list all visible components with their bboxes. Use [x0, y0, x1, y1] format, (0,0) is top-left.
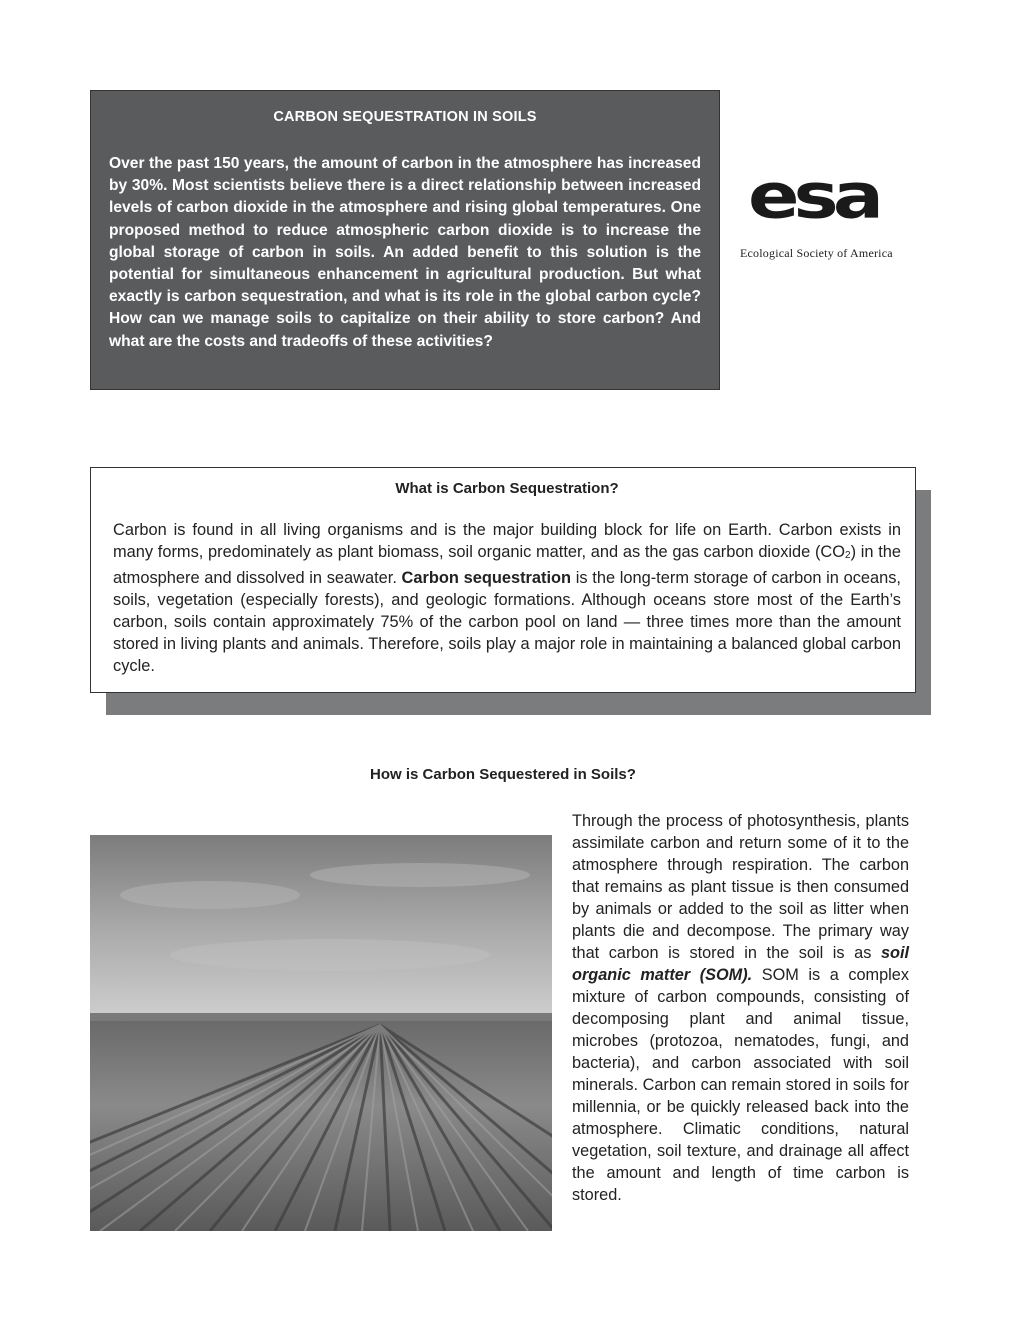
crop-field-photo: [90, 835, 552, 1231]
intro-box: [90, 90, 720, 390]
what-is-text-2: ) in the atmosphere and dissolved in seawater.: [113, 543, 901, 587]
crop-field-image: [90, 835, 552, 1231]
what-is-text-3: is the long-term storage of carbon in oceans, soils, vegetation (especially forests), and geologic formations. Although oceans store most of the Earth’s carbon, soils contain approximately 75% of the carbon pool on land — three times more than the amount stored in living plants and animals. Therefore, soils play a major role in maintaining a balanced global carbon cycle.: [113, 569, 901, 675]
co2-subscript: 2: [845, 550, 851, 561]
how-is-title: How is Carbon Sequestered in Soils?: [370, 766, 636, 783]
how-is-body: [572, 810, 909, 1206]
what-is-box: [90, 467, 916, 693]
what-is-text-1: Carbon is found in all living organisms and is the major building block for life on Earth. Carbon exists in many forms, predominately as plant biomass, soil organic matter, and as the gas carbon dioxide (CO: [113, 521, 901, 561]
how-is-text-2: SOM is a complex mixture of carbon compounds, consisting of decomposing plant and animal tissue, microbes (protozoa, nematodes, fungi, and bacteria), and carbon associated with soil minerals. Carbon can remain stored in soils for millennia, or be quickly released back into the atmosphere. Climatic conditions, natural vegetation, soil texture, and drainage all affect the amount and length of time carbon is stored.: [572, 966, 909, 1204]
esa-logo: [740, 160, 920, 270]
intro-title: CARBON SEQUESTRATION IN SOILS: [273, 109, 537, 125]
how-is-text-1: Through the process of photosynthesis, plants assimilate carbon and return some of it to the atmosphere through respiration. The carbon that remains as plant tissue is then consumed by animals or added to the soil as litter when plants die and decompose. The primary way that carbon is stored in the soil is as: [572, 812, 909, 962]
what-is-title: What is Carbon Sequestration?: [395, 480, 619, 497]
what-is-body: [113, 519, 901, 677]
esa-logo-caption: Ecological Society of America: [740, 246, 893, 260]
esa-logo-mark: [748, 160, 898, 230]
som-term: soil organic matter (SOM).: [572, 944, 909, 984]
intro-body: Over the past 150 years, the amount of carbon in the atmosphere has increased by 30%. Most scientists believe there is a direct relationship between increased levels of carbon dioxide in the atmosphere and rising global temperatures. One proposed method to reduce atmospheric carbon dioxide is to increase the global storage of carbon in soils. An added benefit to this solution is the potential for simultaneous enhancement in agricultural production. But what exactly is carbon sequestration, and what is its role in the global carbon cycle? How can we manage soils to capitalize on their ability to store carbon? And what are the costs and tradeoffs of these activities?: [109, 155, 701, 350]
carbon-sequestration-term: Carbon sequestration: [401, 569, 572, 587]
esa-logo-letters: esa: [748, 160, 879, 230]
